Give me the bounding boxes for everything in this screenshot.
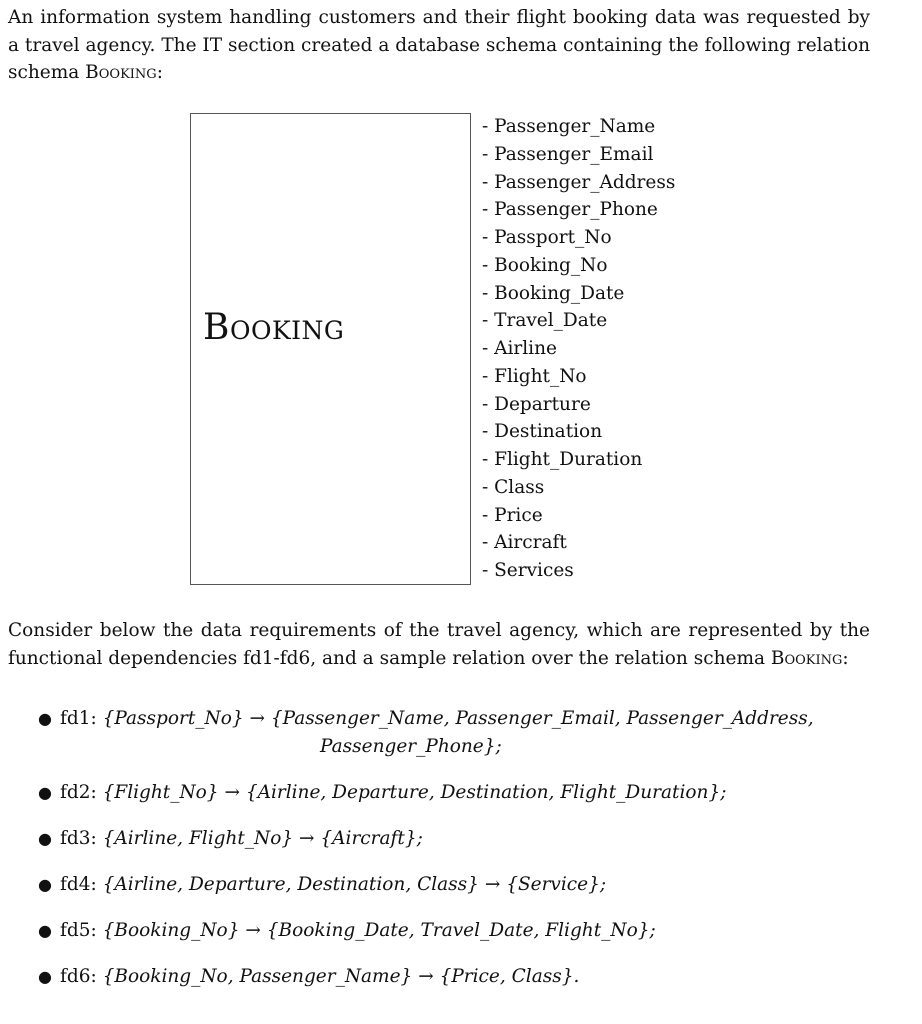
intro-schema-name: Booking (85, 62, 157, 83)
relation-name: Booking (203, 307, 345, 348)
fd-expression: {Airline, Flight_No} → {Aircraft}; (102, 828, 423, 849)
attribute-item: - Flight_Duration (482, 449, 643, 470)
attribute-item: - Aircraft (482, 532, 567, 554)
consider-schema-name: Booking (770, 647, 843, 669)
fd-label: fd3: (60, 828, 97, 849)
fd-expression: {Booking_No, Passenger_Name} → {Price, Class}. (102, 966, 580, 987)
fd-expression: {Passport_No} → {Passenger_Name, Passenger_Email, Passenger_Address, (102, 708, 814, 729)
fd-continuation: Passenger_Phone}; (320, 736, 502, 757)
fd-label: fd1: (60, 708, 97, 729)
fd-expression: {Airline, Departure, Destination, Class} → {Service}; (102, 874, 607, 895)
fd-label: fd6: (60, 966, 97, 987)
attribute-item: - Passport_No (482, 227, 612, 248)
attribute-item: - Services (482, 560, 574, 581)
intro-text: An information system handling customers and their flight booking data was requested by a travel agency. The IT section created a database schema containing the following relation schema (8, 7, 870, 83)
attribute-item: - Passenger_Email (482, 143, 654, 165)
fd-expression: {Flight_No} → {Airline, Departure, Destination, Flight_Duration}; (102, 782, 727, 803)
fd-item-3 (38, 825, 888, 853)
fd-item-2 (38, 779, 888, 807)
fd-expression: {Booking_No} → {Booking_Date, Travel_Date, Flight_No}; (102, 920, 656, 941)
attribute-item: - Passenger_Phone (482, 199, 658, 221)
bullet-icon: ● (38, 709, 52, 728)
attribute-item: - Passenger_Address (482, 171, 676, 193)
fd-label: fd4: (60, 874, 97, 895)
fd-item-4 (38, 871, 888, 899)
relation-box (190, 113, 471, 585)
fd-item-6 (38, 963, 888, 991)
fd-label: fd2: (60, 782, 97, 803)
attribute-list (482, 113, 675, 585)
attribute-item: - Passenger_Name (482, 116, 656, 137)
intro-paragraph (8, 4, 870, 87)
consider-text: Consider below the data requirements of the travel agency, which are represented by the functional dependencies fd1-fd6, and a sample relation over the relation schema (8, 620, 870, 669)
attribute-item: - Booking_Date (482, 282, 625, 304)
bullet-icon: ● (38, 783, 52, 802)
attribute-item: - Price (482, 504, 543, 526)
bullet-icon: ● (38, 921, 52, 940)
attribute-item: - Airline (482, 338, 557, 359)
attribute-item: - Flight_No (482, 365, 587, 387)
fd-item-1 (38, 705, 888, 761)
consider-paragraph (8, 617, 870, 672)
fd-item-5 (38, 917, 888, 945)
attribute-item: - Destination (482, 421, 603, 443)
consider-end: : (842, 647, 849, 669)
bullet-icon: ● (38, 875, 52, 894)
bullet-icon: ● (38, 967, 52, 986)
attribute-item: - Class (482, 476, 545, 498)
attribute-item: - Travel_Date (482, 310, 608, 332)
intro-end: : (156, 62, 163, 83)
bullet-icon: ● (38, 829, 52, 848)
attribute-item: - Departure (482, 393, 591, 415)
fd-label: fd5: (60, 920, 97, 941)
attribute-item: - Booking_No (482, 254, 608, 276)
